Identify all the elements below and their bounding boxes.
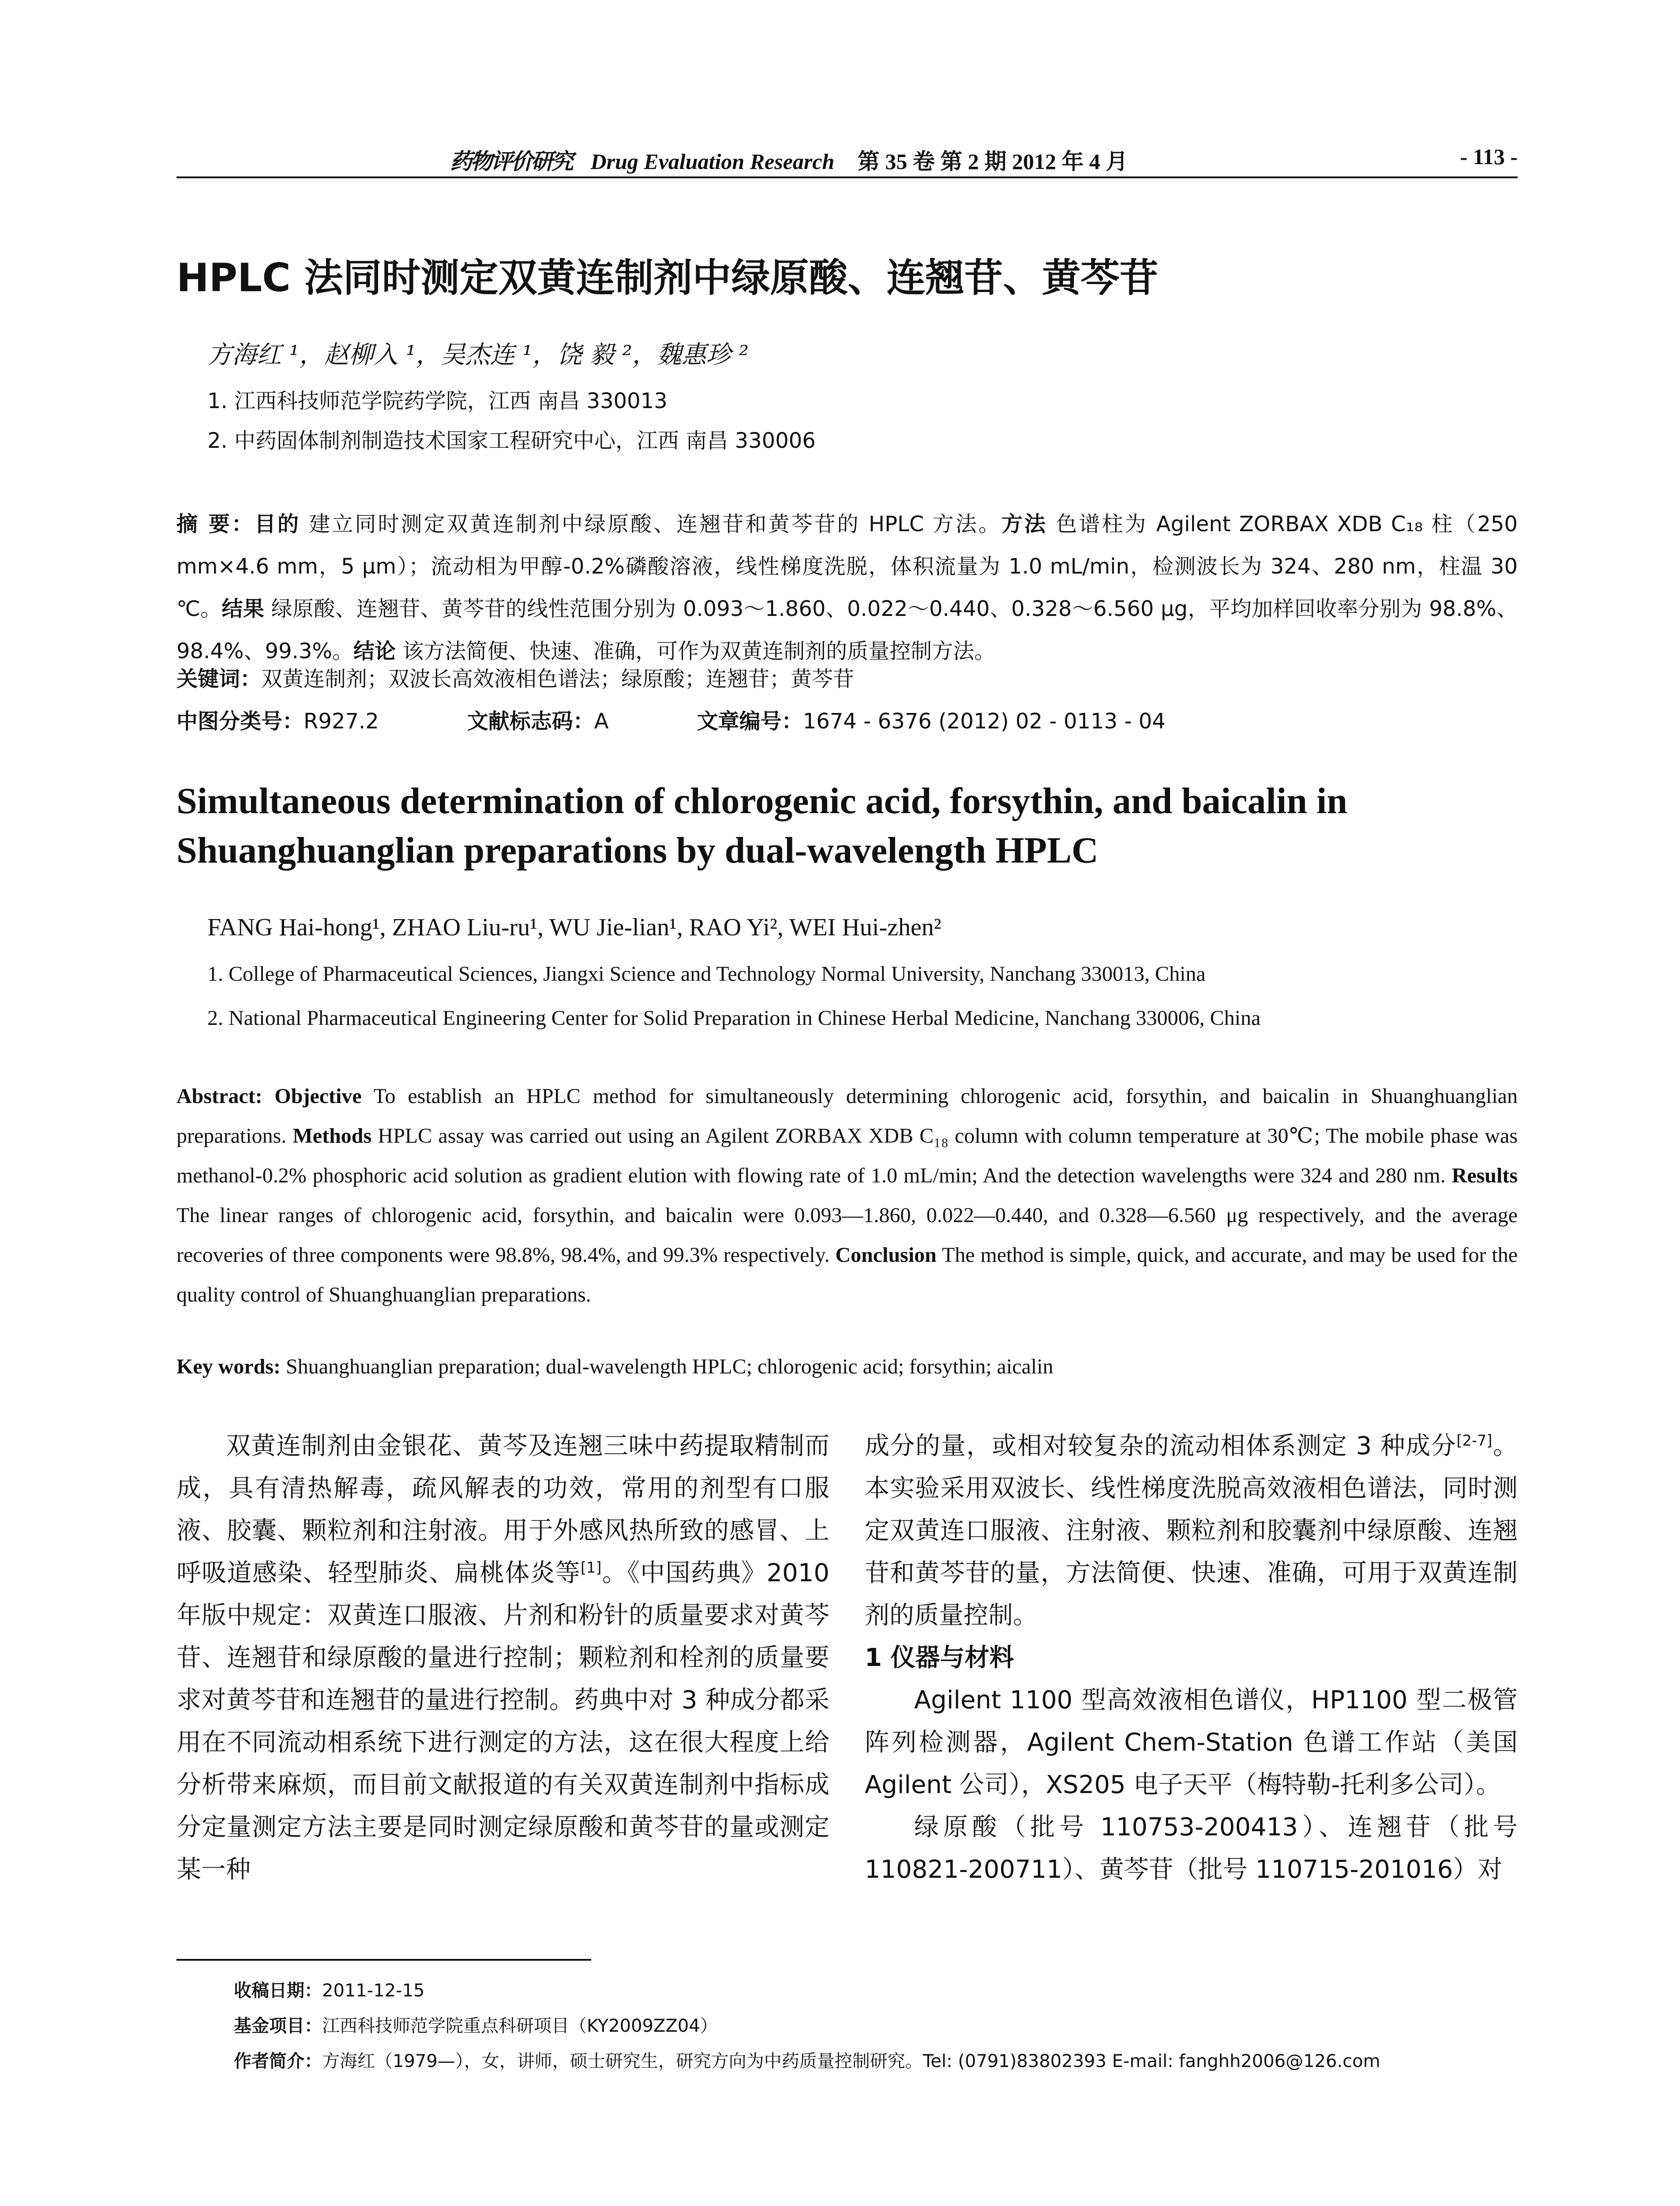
intro-text-a: 双黄连制剂由金银花、黄芩及连翘三味中药提取精制而成，具有清热解毒，疏风解表的功效，常用的剂型有口服液、胶囊、颗粒剂和注射液。用于外感风热所致的感冒、上呼吸道感染、轻型肺炎、扁桃体炎等 <box>176 1432 829 1587</box>
footnote-received <box>234 1977 424 2002</box>
article-number-label: 文章编号： <box>697 709 803 734</box>
methods-label-en: Methods <box>292 1124 372 1148</box>
conclusion-label-cn: 结论 <box>353 639 396 664</box>
doc-code-label: 文献标志码： <box>467 709 594 734</box>
keywords-en-label: Key words: <box>176 1355 286 1378</box>
classification-row <box>176 704 1254 735</box>
abstract-cn <box>176 503 1518 672</box>
methods-text-cn: 色谱柱为 Agilent ZORBAX XDB C₁₈ 柱（250 mm×4.6 mm，5 μm）；流动相为甲醇-0.2%磷酸溶液，线性梯度洗脱，体积流量为 1.0 mL/min，检测波长为 324、280 nm，柱温 30 ℃。 <box>176 512 1518 621</box>
header-rule <box>176 176 1518 178</box>
affiliation-cn-2: 2. 中药固体制剂制造技术国家工程研究中心，江西 南昌 330006 <box>207 428 816 453</box>
abstract-cn-label: 摘 要： <box>176 512 255 536</box>
author-bio-text: 方海红（1979—），女，讲师，硕士研究生，研究方向为中药质量控制研究。Tel: (0791)83802393 E-mail: fanghh2006@126.com <box>322 2051 1380 2071</box>
author-bio-label: 作者简介： <box>234 2051 322 2071</box>
methods-text-en: HPLC assay was carried out using an Agilent ZORBAX XDB C₁₈ column with column temperature at 30℃; The mobile phase was methanol-0.2% phosphoric acid solution as gradient elution with flowing rate of 1.0 mL/min; And the detection wavelengths were 324 and 280 nm. <box>176 1124 1518 1187</box>
clc-value: R927.2 <box>304 709 379 734</box>
conclusion-text-en: The method is simple, quick, and accurate, and may be used for the quality control of Shuanghuanglian preparations. <box>176 1243 1518 1306</box>
intro-paragraph <box>176 1425 829 1891</box>
abstract-en <box>176 1077 1518 1315</box>
keywords-cn-label: 关键词： <box>176 667 262 691</box>
author-list-en: FANG Hai-hong¹, ZHAO Liu-ru¹, WU Jie-lian¹, RAO Yi², WEI Hui-zhen² <box>207 914 941 941</box>
keywords-cn <box>176 662 854 692</box>
journal-logo: 药物评价研究 <box>450 148 572 174</box>
fund-label: 基金项目： <box>234 2016 322 2036</box>
affiliation-en-1: 1. College of Pharmaceutical Sciences, Jiangxi Science and Technology Normal University, Nanchang 330013, China <box>207 962 1206 986</box>
article-number-value: 1674 - 6376 (2012) 02 - 0113 - 04 <box>802 709 1166 734</box>
article-title-en: Simultaneous determination of chlorogenic acid, forsythin, and baicalin in Shuanghuanglian preparations by dual-wavelength HPLC <box>176 780 1347 871</box>
section-heading-1: 1 仪器与材料 <box>865 1643 1014 1672</box>
keywords-en <box>176 1354 1053 1379</box>
methods-label-cn: 方法 <box>1001 512 1047 536</box>
journal-title-en: Drug Evaluation Research <box>590 149 835 174</box>
instruments-paragraph: Agilent 1100 型高效液相色谱仪，HP1100 型二极管阵列检测器，Agilent Chem-Station 色谱工作站（美国 Agilent 公司），XS205 电子天平（梅特勒-托利多公司）。 <box>865 1686 1518 1799</box>
intro-continuation <box>865 1425 1518 1637</box>
fund-text: 江西科技师范学院重点科研项目（KY2009ZZ04） <box>322 2016 718 2036</box>
results-label-en: Results <box>1451 1164 1518 1187</box>
article-title-cn: HPLC 法同时测定双黄连制剂中绿原酸、连翘苷、黄芩苷 <box>176 255 1159 300</box>
clc-label: 中图分类号： <box>176 709 304 734</box>
author-list-cn: 方海红 ¹，赵柳入 ¹，吴杰连 ¹，饶 毅 ²，魏惠珍 ² <box>207 341 749 369</box>
running-header <box>176 140 1518 176</box>
conclusion-text-cn: 该方法简便、快速、准确，可作为双黄连制剂的质量控制方法。 <box>396 639 996 664</box>
results-text-cn: 绿原酸、连翘苷、黄芩苷的线性范围分别为 0.093～1.860、0.022～0.440、0.328～6.560 μg，平均加样回收率分别为 98.8%、98.4%、99.3%。 <box>176 597 1518 664</box>
materials-paragraph: 绿原酸（批号 110753-200413）、连翘苷（批号 110821-200711）、黄芩苷（批号 110715-201016）对 <box>865 1813 1518 1884</box>
objective-label-en: Objective <box>274 1084 362 1108</box>
citation-ref-2-7[interactable]: [2-7] <box>1456 1432 1492 1449</box>
citation-ref-1[interactable]: [1] <box>580 1559 602 1576</box>
conclusion-label-en: Conclusion <box>835 1243 937 1267</box>
affiliation-cn-1: 1. 江西科技师范学院药学院，江西 南昌 330013 <box>207 389 668 413</box>
received-label: 收稿日期： <box>234 1981 322 2001</box>
body-column-left <box>176 1425 829 1891</box>
keywords-cn-text: 双黄连制剂；双波长高效液相色谱法；绿原酸；连翘苷；黄芩苷 <box>261 667 855 691</box>
footnote-rule <box>176 1959 591 1961</box>
intro-cont-text-b: 。本实验采用双波长、线性梯度洗脱高效液相色谱法，同时测定双黄连口服液、注射液、颗粒剂和胶囊剂中绿原酸、连翘苷和黄芩苷的量，方法简便、快速、准确，可用于双黄连制剂的质量控制。 <box>865 1432 1518 1630</box>
doc-code-value: A <box>594 709 609 734</box>
volume-issue: 第 35 卷 第 2 期 2012 年 4 月 <box>857 149 1128 174</box>
keywords-en-text: Shuanghuanglian preparation; dual-wavelength HPLC; chlorogenic acid; forsythin; aicalin <box>285 1355 1054 1378</box>
page-number: - 113 - <box>1460 144 1518 169</box>
footnote-fund <box>234 2012 718 2037</box>
received-date: 2011-12-15 <box>322 1981 425 2001</box>
footnote-author <box>234 2047 1380 2072</box>
header-journal-line <box>450 144 1128 176</box>
body-column-right <box>865 1425 1518 1891</box>
objective-text-cn: 建立同时测定双黄连制剂中绿原酸、连翘苷和黄芩苷的 HPLC 方法。 <box>300 512 1001 536</box>
objective-text-en: To establish an HPLC method for simultaneously determining chlorogenic acid, forsythin, and baicalin in Shuanghuanglian preparations. <box>176 1084 1518 1148</box>
intro-text-b: 。《中国药典》2010 年版中规定：双黄连口服液、片剂和粉针的质量要求对黄芩苷、连翘苷和绿原酸的量进行控制；颗粒剂和栓剂的质量要求对黄芩苷和连翘苷的量进行控制。药典中对 3 种成分都采用在不同流动相系统下进行测定的方法，这在很大程度上给分析带来麻烦，而目前文献报道的有关双黄连制剂中指标成分定量测定方法主要是同时测定绿原酸和黄芩苷的量或测定某一种 <box>176 1559 829 1884</box>
results-text-en: The linear ranges of chlorogenic acid, forsythin, and baicalin were 0.093—1.860, 0.022—0.440, and 0.328—6.560 μg respectively, and the average recoveries of three components were 98.8%, 98.4%, and 99.3% respectively. <box>176 1204 1518 1267</box>
affiliation-en-2: 2. National Pharmaceutical Engineering Center for Solid Preparation in Chinese Herbal Medicine, Nanchang 330006, China <box>207 1006 1261 1030</box>
objective-label-cn: 目的 <box>254 512 301 536</box>
results-label-cn: 结果 <box>221 597 265 621</box>
abstract-en-label: Abstract: <box>176 1084 275 1108</box>
intro-cont-text-a: 成分的量，或相对较复杂的流动相体系测定 3 种成分 <box>865 1432 1457 1460</box>
